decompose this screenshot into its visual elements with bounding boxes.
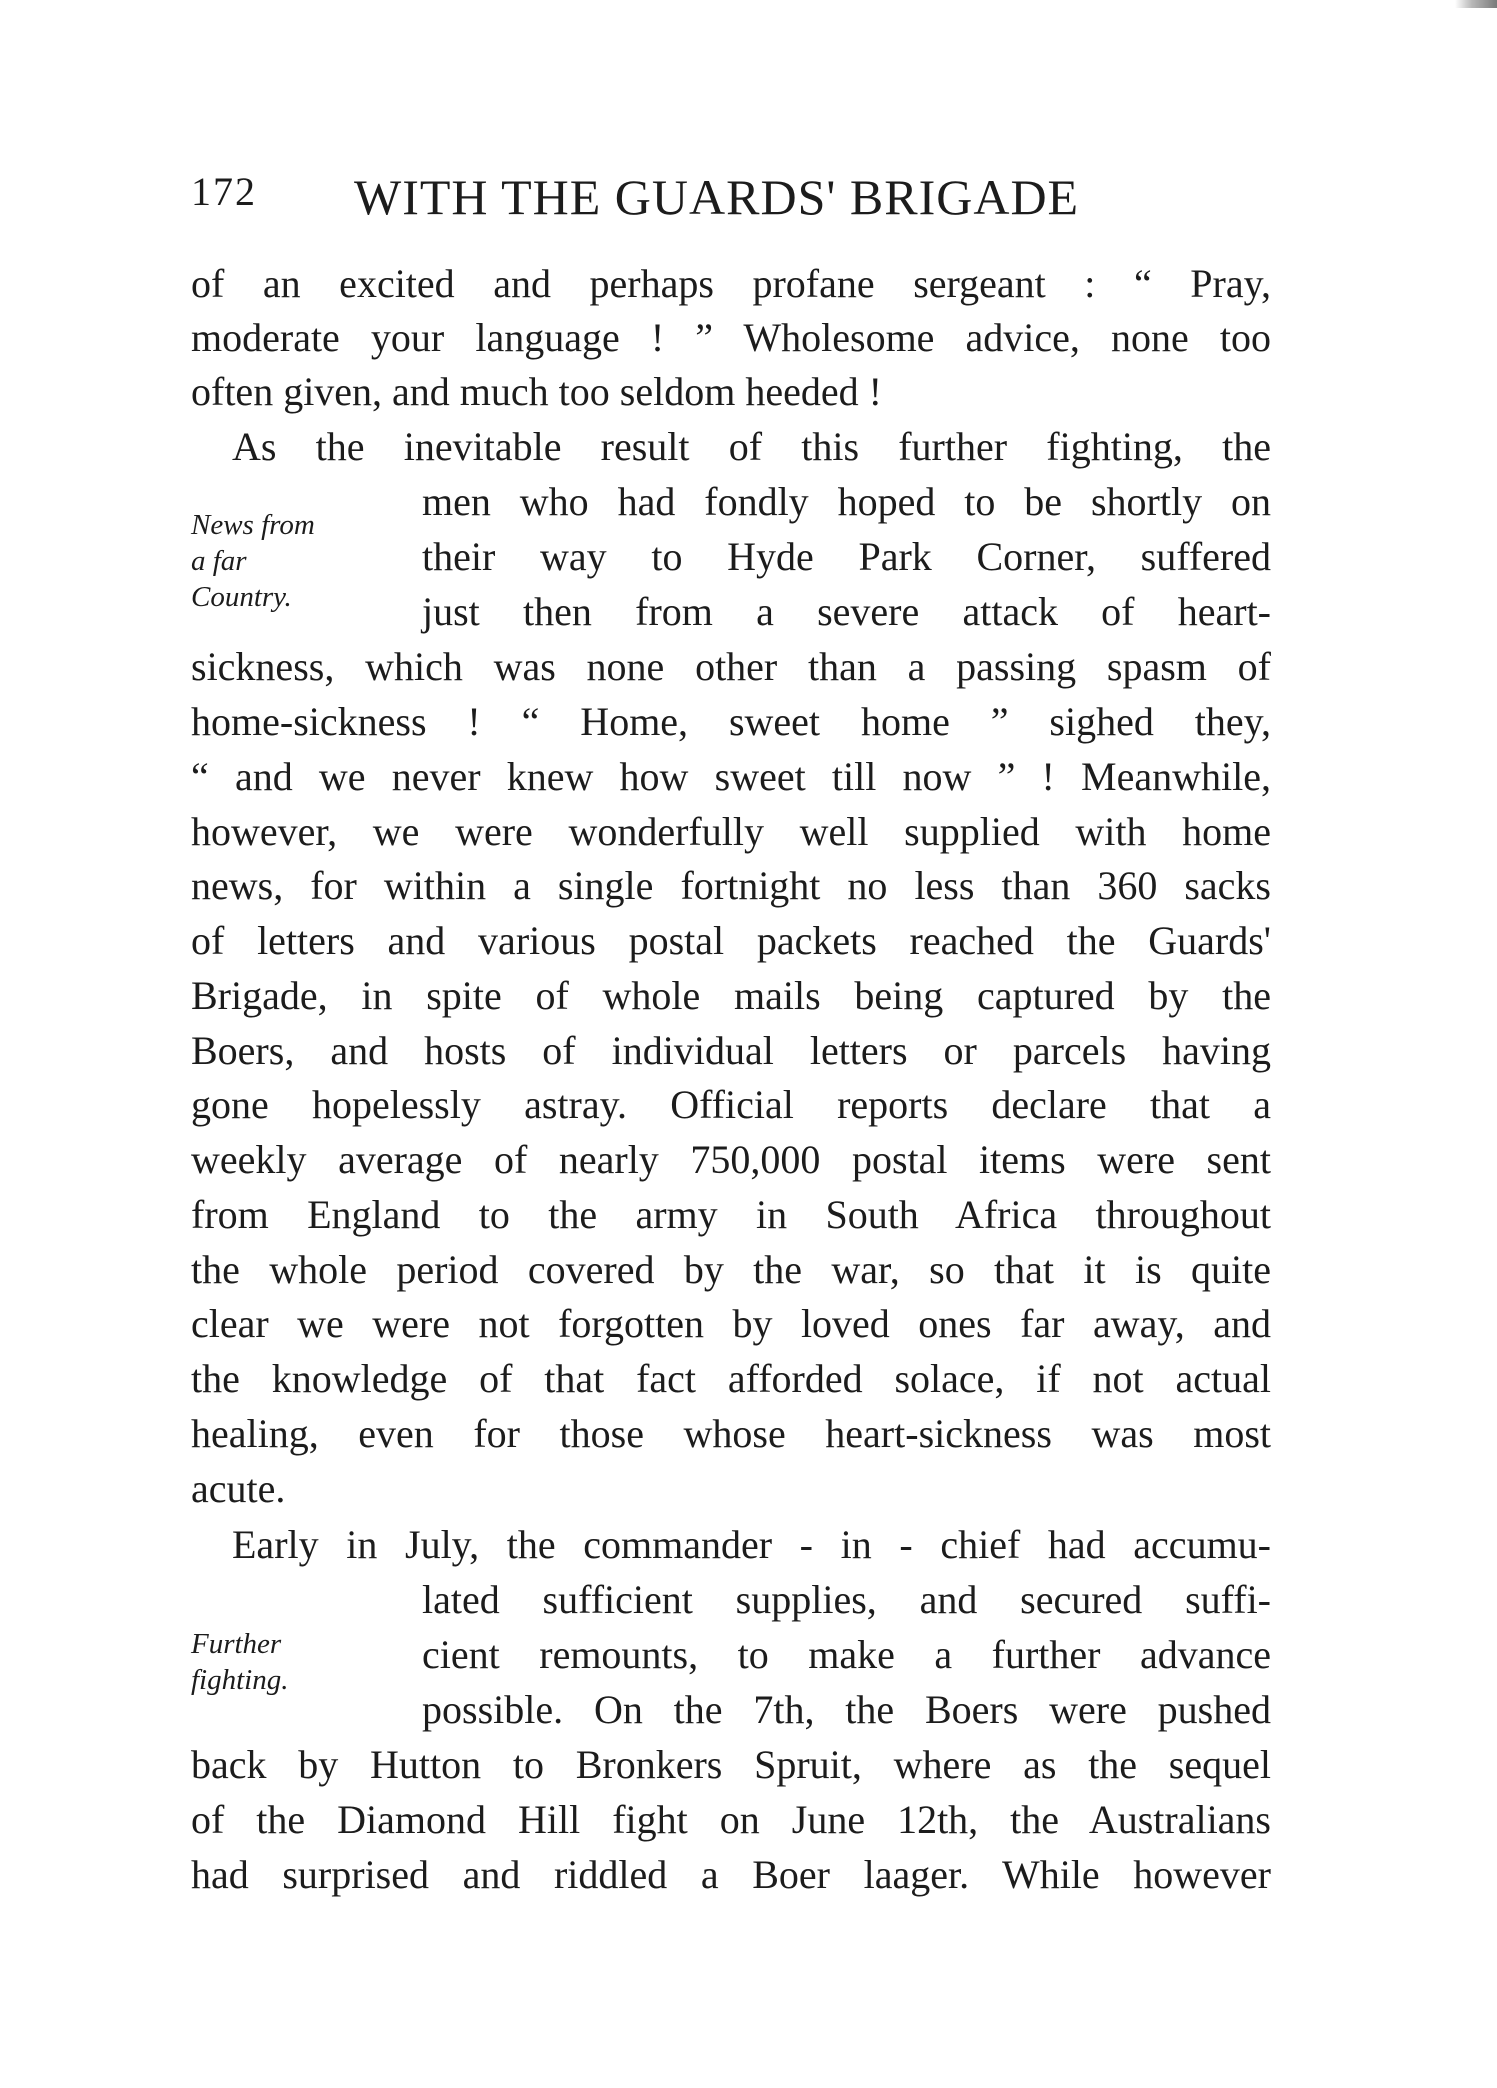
- body-line: As the inevitable result of this further fighting, the: [232, 424, 1271, 469]
- body-line: of the Diamond Hill fight on June 12th, the Australians: [191, 1797, 1271, 1842]
- body-line: Boers, and hosts of individual letters or parcels having: [191, 1028, 1271, 1073]
- running-title: WITH THE GUARDS' BRIGADE: [354, 169, 1080, 225]
- body-line: possible. On the 7th, the Boers were pushed: [422, 1687, 1271, 1732]
- body-line: Brigade, in spite of whole mails being captured by the: [191, 973, 1271, 1018]
- body-line: Early in July, the commander - in - chief had accumu-: [232, 1522, 1271, 1567]
- body-line: moderate your language ! ” Wholesome advice, none too: [191, 315, 1271, 360]
- scan-corner-mark: [1455, 0, 1497, 8]
- body-line: had surprised and riddled a Boer laager. While however: [191, 1852, 1271, 1897]
- body-line: lated sufficient supplies, and secured suffi-: [422, 1577, 1271, 1622]
- body-line: “ and we never knew how sweet till now ” ! Meanwhile,: [191, 754, 1271, 799]
- body-line: however, we were wonderfully well supplied with home: [191, 809, 1271, 854]
- body-line: home-sickness ! “ Home, sweet home ” sighed they,: [191, 699, 1271, 744]
- sidenote-further-fighting: [191, 1626, 288, 1698]
- body-line: their way to Hyde Park Corner, suffered: [422, 534, 1271, 579]
- body-line: healing, even for those whose heart-sickness was most: [191, 1411, 1271, 1456]
- body-line: often given, and much too seldom heeded !: [191, 369, 882, 414]
- sidenote-line: News from: [191, 509, 315, 541]
- body-line: just then from a severe attack of heart-: [422, 589, 1271, 634]
- sidenote-line: Further: [191, 1628, 282, 1660]
- body-line: of an excited and perhaps profane sergeant : “ Pray,: [191, 261, 1271, 306]
- body-line: the whole period covered by the war, so that it is quite: [191, 1247, 1271, 1292]
- body-line: acute.: [191, 1466, 286, 1511]
- body-line: gone hopelessly astray. Official reports declare that a: [191, 1082, 1271, 1127]
- sidenote-news-from-a-far-country: [191, 507, 315, 615]
- running-head: [191, 168, 1271, 228]
- body-line: cient remounts, to make a further advance: [422, 1632, 1271, 1677]
- body-line: sickness, which was none other than a passing spasm of: [191, 644, 1271, 689]
- body-line: news, for within a single fortnight no less than 360 sacks: [191, 863, 1271, 908]
- body-line: men who had fondly hoped to be shortly on: [422, 479, 1271, 524]
- body-line: clear we were not forgotten by loved ones far away, and: [191, 1301, 1271, 1346]
- body-line: weekly average of nearly 750,000 postal items were sent: [191, 1137, 1271, 1182]
- body-line: the knowledge of that fact afforded solace, if not actual: [191, 1356, 1271, 1401]
- body-line: from England to the army in South Africa throughout: [191, 1192, 1271, 1237]
- body-line: back by Hutton to Bronkers Spruit, where as the sequel: [191, 1742, 1271, 1787]
- body-line: of letters and various postal packets reached the Guards': [191, 918, 1271, 963]
- sidenote-line: Country.: [191, 581, 292, 613]
- sidenote-line: fighting.: [191, 1664, 289, 1696]
- page-number: 172: [191, 169, 257, 214]
- sidenote-line: a far: [191, 545, 247, 577]
